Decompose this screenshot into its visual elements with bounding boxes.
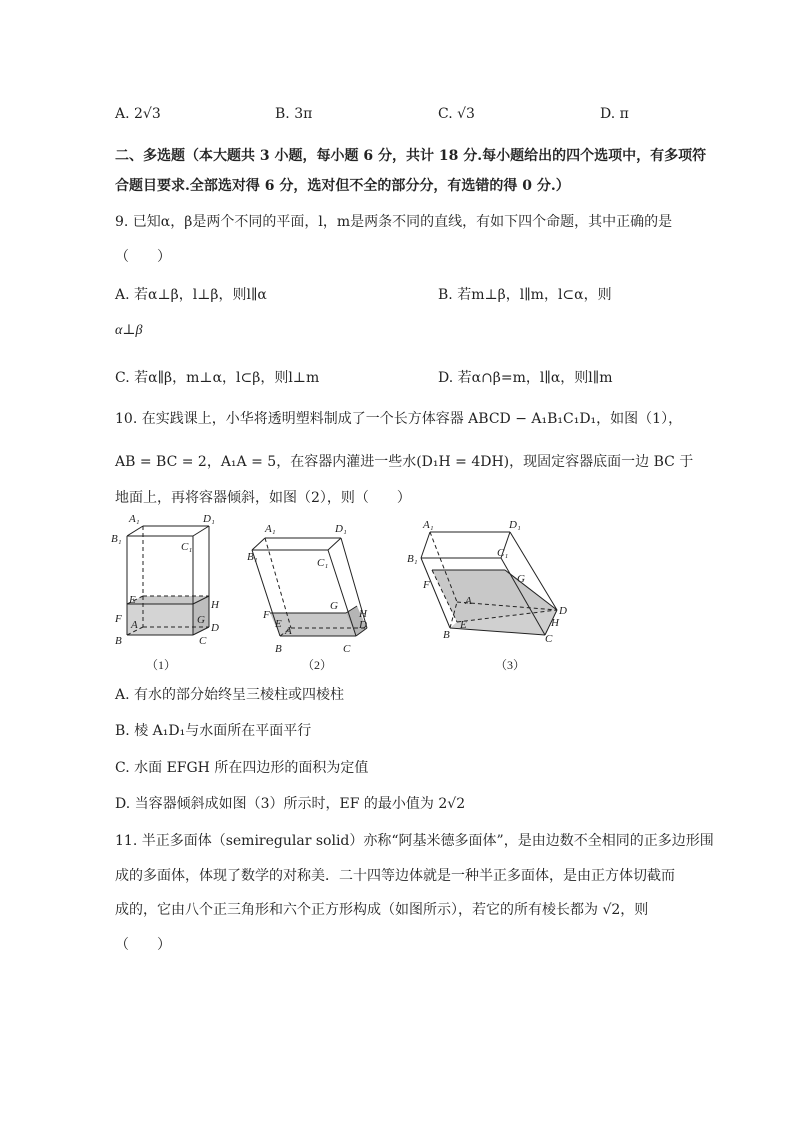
fig2-label-b: B — [275, 643, 282, 655]
fig2-label-b1: B₁ — [247, 551, 258, 563]
q10-stem-line3: 地面上，再将容器倾斜，如图（2），则（ ） — [115, 490, 411, 506]
fig1-label-b1: B₁ — [111, 533, 122, 545]
q11-stem-line1: 11. 半正多面体（semiregular solid）亦称“阿基米德多面体”，是由边数不全相同的正多边形围 — [115, 833, 714, 849]
q9-answer-bracket: （ ） — [115, 249, 171, 265]
fig3-label-a: A — [465, 595, 472, 607]
fig2-water — [270, 613, 356, 636]
section-heading-line2: 合题目要求.全部选对得 6 分，选对但不全的部分分，有选错的得 0 分.） — [115, 178, 570, 194]
q10-stem-line1: 10. 在实践课上，小华将透明塑料制成了一个长方体容器 ABCD − A₁B₁C₁D₁，如图（1）， — [115, 411, 683, 427]
fig3-label-g: G — [517, 573, 525, 585]
q8-option-a: A. 2√3 — [115, 106, 161, 122]
fig2-label-g: G — [330, 600, 338, 612]
q10-option-b: B. 棱 A₁D₁与水面所在平面平行 — [115, 723, 312, 739]
q8-option-d: D. π — [600, 106, 629, 122]
fig1-caption: （1） — [146, 658, 177, 672]
fig1-label-e: E — [129, 594, 136, 606]
fig1-label-d: D — [211, 622, 219, 634]
fig2-label-c: C — [343, 643, 351, 655]
fig2-label-h: H — [359, 608, 367, 620]
fig3-label-b1: B₁ — [407, 553, 418, 565]
fig3-label-e: E — [460, 619, 467, 631]
fig2-label-a1: A₁ — [265, 523, 276, 535]
q10-figures — [105, 510, 595, 680]
fig3-label-c1: C₁ — [497, 547, 509, 559]
q8-option-c: C. √3 — [438, 106, 475, 122]
q9-stem: 9. 已知α，β是两个不同的平面，l，m是两条不同的直线，有如下四个命题，其中正确的是 — [115, 214, 673, 230]
q9-option-c: C. 若α∥β，m⊥α，l⊂β，则l⊥m — [115, 370, 320, 386]
fig3-label-c: C — [545, 633, 553, 645]
q9-option-a: A. 若α⊥β，l⊥β，则l∥α — [115, 287, 267, 303]
q10-option-d: D. 当容器倾斜成如图（3）所示时，EF 的最小值为 2√2 — [115, 796, 466, 812]
fig1-label-g: G — [197, 614, 205, 626]
fig3-label-d1: D₁ — [509, 519, 521, 531]
q11-answer-bracket: （ ） — [115, 937, 171, 953]
q9-option-b-continued: α⊥β — [115, 323, 143, 338]
fig1-label-b: B — [115, 635, 122, 647]
fig2-label-e: E — [275, 618, 282, 630]
q10-option-c: C. 水面 EFGH 所在四边形的面积为定值 — [115, 760, 369, 776]
fig3-caption: （3） — [495, 658, 526, 672]
fig2-label-d1: D₁ — [335, 523, 347, 535]
q10-stem-line2: AB = BC = 2，A₁A = 5，在容器内灌进一些水(D₁H = 4DH)，现固定容器底面一边 BC 于 — [115, 454, 694, 470]
fig1-label-a1: A₁ — [129, 513, 140, 525]
fig1-label-c1: C₁ — [181, 541, 193, 553]
fig3-label-f: F — [423, 579, 430, 591]
fig3-label-d: D — [559, 605, 567, 617]
fig2-label-d: D — [359, 619, 367, 631]
fig1-label-c: C — [199, 635, 207, 647]
q9-option-d: D. 若α∩β=m，l∥α，则l∥m — [438, 370, 613, 386]
fig2-label-a: A — [285, 625, 292, 637]
fig3-label-b: B — [443, 629, 450, 641]
fig1-label-f: F — [115, 613, 122, 625]
q8-option-b: B. 3π — [275, 106, 313, 122]
fig1-label-d1: D₁ — [203, 513, 215, 525]
fig2-label-c1: C₁ — [317, 557, 329, 569]
section-heading-line1: 二、多选题（本大题共 3 小题，每小题 6 分，共计 18 分.每小题给出的四个选项中，有多项符 — [115, 148, 707, 164]
fig2-caption: （2） — [302, 658, 333, 672]
fig3-label-a1: A₁ — [423, 519, 434, 531]
fig1-label-h: H — [211, 599, 219, 611]
q11-stem-line2: 成的多面体，体现了数学的对称美．二十四等边体就是一种半正多面体，是由正方体切截而 — [115, 868, 675, 884]
fig1-label-a: A — [131, 619, 138, 631]
q11-stem-line3: 成的，它由八个正三角形和六个正方形构成（如图所示），若它的所有棱长都为 √2，则 — [115, 902, 649, 918]
q10-option-a: A. 有水的部分始终呈三棱柱或四棱柱 — [115, 687, 345, 703]
fig2-label-f: F — [263, 609, 270, 621]
fig3-label-h: H — [551, 617, 559, 629]
q9-option-b: B. 若m⊥β，l∥m，l⊂α，则 — [438, 287, 612, 303]
